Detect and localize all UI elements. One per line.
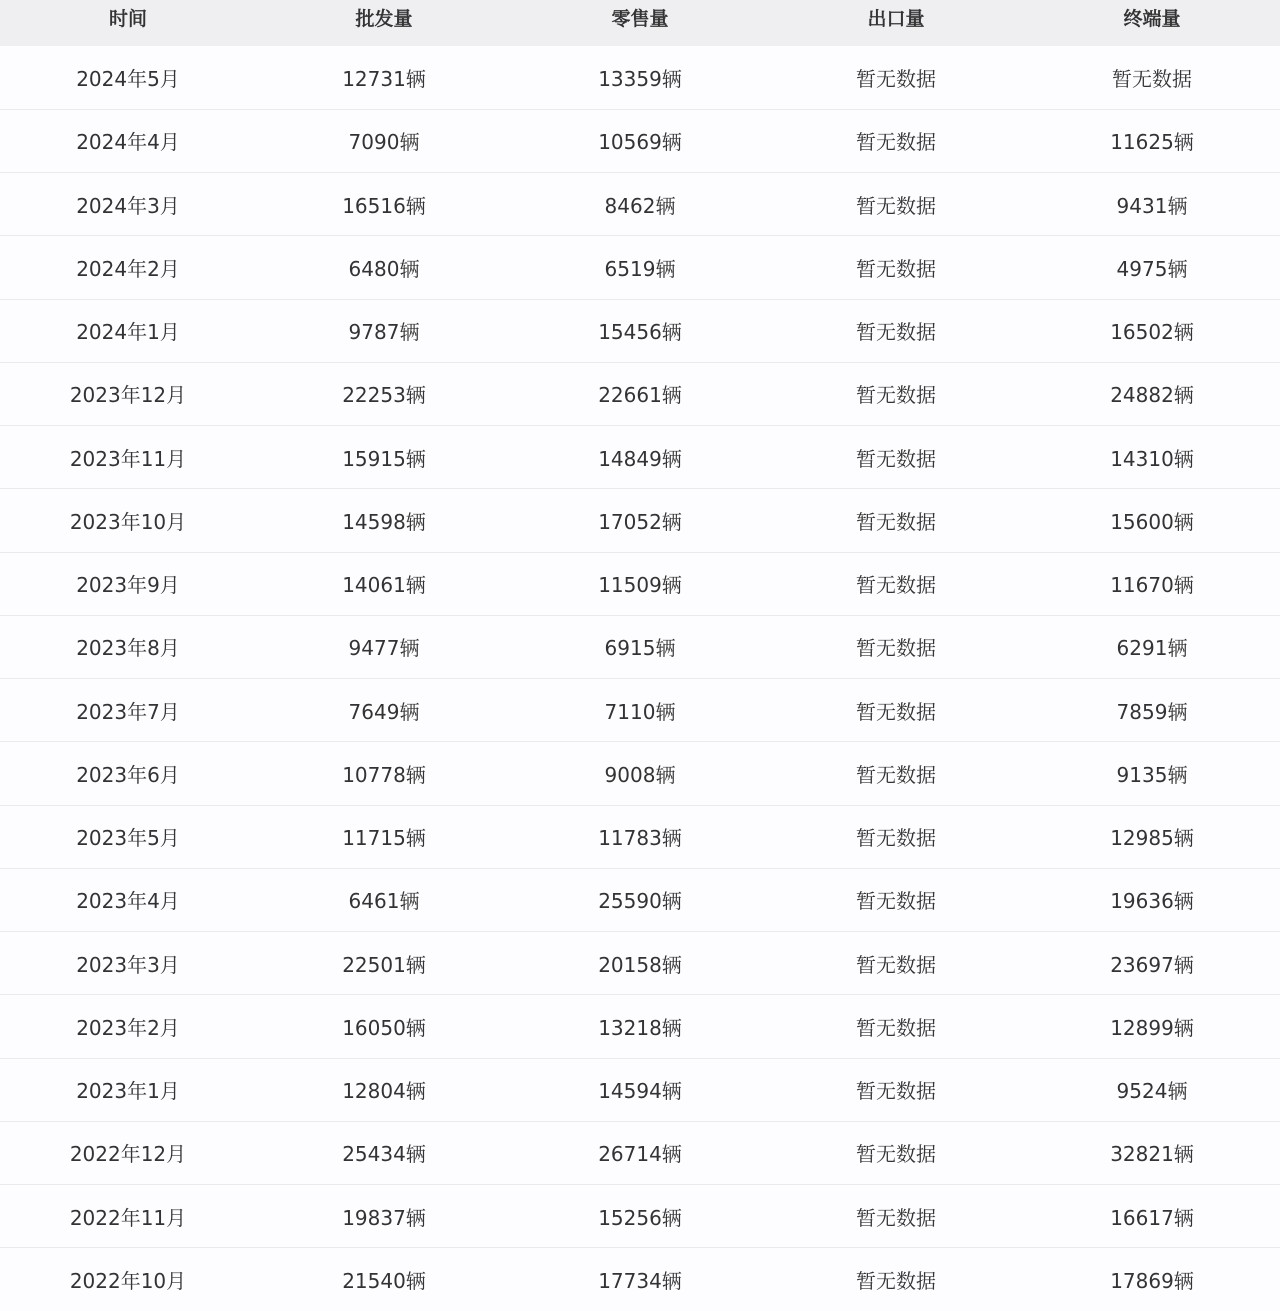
cell-wholesale: 9787辆 <box>256 299 512 362</box>
cell-terminal: 4975辆 <box>1024 236 1280 299</box>
cell-retail: 9008辆 <box>512 742 768 805</box>
cell-time: 2023年7月 <box>0 679 256 742</box>
cell-terminal: 9135辆 <box>1024 742 1280 805</box>
cell-time: 2023年11月 <box>0 426 256 489</box>
cell-time: 2023年6月 <box>0 742 256 805</box>
cell-wholesale: 16516辆 <box>256 173 512 236</box>
cell-time: 2024年2月 <box>0 236 256 299</box>
table-row <box>0 1121 1280 1184</box>
cell-terminal: 暂无数据 <box>1024 46 1280 109</box>
cell-time: 2024年4月 <box>0 109 256 172</box>
cell-wholesale: 14598辆 <box>256 489 512 552</box>
cell-wholesale: 10778辆 <box>256 742 512 805</box>
cell-terminal: 14310辆 <box>1024 426 1280 489</box>
cell-terminal: 6291辆 <box>1024 615 1280 678</box>
table-row <box>0 299 1280 362</box>
cell-retail: 8462辆 <box>512 173 768 236</box>
cell-terminal: 11670辆 <box>1024 552 1280 615</box>
cell-wholesale: 12731辆 <box>256 46 512 109</box>
column-header-export: 出口量 <box>768 0 1024 46</box>
cell-time: 2024年1月 <box>0 299 256 362</box>
table-row <box>0 805 1280 868</box>
cell-retail: 17734辆 <box>512 1248 768 1311</box>
cell-export: 暂无数据 <box>768 1185 1024 1248</box>
cell-export: 暂无数据 <box>768 805 1024 868</box>
cell-time: 2024年3月 <box>0 173 256 236</box>
cell-terminal: 11625辆 <box>1024 109 1280 172</box>
cell-wholesale: 21540辆 <box>256 1248 512 1311</box>
column-header-terminal: 终端量 <box>1024 0 1280 46</box>
cell-wholesale: 22253辆 <box>256 362 512 425</box>
cell-wholesale: 22501辆 <box>256 932 512 995</box>
column-header-retail: 零售量 <box>512 0 768 46</box>
cell-terminal: 12899辆 <box>1024 995 1280 1058</box>
cell-export: 暂无数据 <box>768 742 1024 805</box>
table-row <box>0 868 1280 931</box>
table-row <box>0 742 1280 805</box>
cell-export: 暂无数据 <box>768 679 1024 742</box>
cell-terminal: 16617辆 <box>1024 1185 1280 1248</box>
table-row <box>0 995 1280 1058</box>
cell-time: 2023年8月 <box>0 615 256 678</box>
cell-terminal: 9524辆 <box>1024 1058 1280 1121</box>
cell-export: 暂无数据 <box>768 1121 1024 1184</box>
table-row <box>0 46 1280 109</box>
cell-time: 2022年11月 <box>0 1185 256 1248</box>
cell-wholesale: 14061辆 <box>256 552 512 615</box>
cell-time: 2023年10月 <box>0 489 256 552</box>
cell-terminal: 16502辆 <box>1024 299 1280 362</box>
cell-export: 暂无数据 <box>768 489 1024 552</box>
table-row <box>0 173 1280 236</box>
cell-retail: 17052辆 <box>512 489 768 552</box>
cell-time: 2023年4月 <box>0 868 256 931</box>
cell-time: 2023年12月 <box>0 362 256 425</box>
table-row <box>0 489 1280 552</box>
cell-retail: 15456辆 <box>512 299 768 362</box>
cell-wholesale: 16050辆 <box>256 995 512 1058</box>
table-row <box>0 1058 1280 1121</box>
cell-terminal: 32821辆 <box>1024 1121 1280 1184</box>
cell-terminal: 9431辆 <box>1024 173 1280 236</box>
cell-wholesale: 12804辆 <box>256 1058 512 1121</box>
cell-wholesale: 9477辆 <box>256 615 512 678</box>
cell-terminal: 7859辆 <box>1024 679 1280 742</box>
cell-terminal: 17869辆 <box>1024 1248 1280 1311</box>
table-row <box>0 1185 1280 1248</box>
cell-time: 2022年12月 <box>0 1121 256 1184</box>
cell-wholesale: 7090辆 <box>256 109 512 172</box>
cell-wholesale: 6480辆 <box>256 236 512 299</box>
cell-retail: 15256辆 <box>512 1185 768 1248</box>
cell-time: 2024年5月 <box>0 46 256 109</box>
column-header-time: 时间 <box>0 0 256 46</box>
table-row <box>0 362 1280 425</box>
cell-terminal: 12985辆 <box>1024 805 1280 868</box>
table-row <box>0 615 1280 678</box>
cell-retail: 20158辆 <box>512 932 768 995</box>
table-row <box>0 109 1280 172</box>
cell-terminal: 15600辆 <box>1024 489 1280 552</box>
cell-retail: 6915辆 <box>512 615 768 678</box>
cell-time: 2023年2月 <box>0 995 256 1058</box>
cell-export: 暂无数据 <box>768 552 1024 615</box>
cell-export: 暂无数据 <box>768 995 1024 1058</box>
cell-export: 暂无数据 <box>768 1058 1024 1121</box>
cell-wholesale: 7649辆 <box>256 679 512 742</box>
cell-retail: 11509辆 <box>512 552 768 615</box>
cell-export: 暂无数据 <box>768 109 1024 172</box>
cell-retail: 7110辆 <box>512 679 768 742</box>
cell-retail: 10569辆 <box>512 109 768 172</box>
cell-retail: 25590辆 <box>512 868 768 931</box>
cell-export: 暂无数据 <box>768 426 1024 489</box>
cell-time: 2022年10月 <box>0 1248 256 1311</box>
cell-time: 2023年9月 <box>0 552 256 615</box>
cell-wholesale: 15915辆 <box>256 426 512 489</box>
table-row <box>0 426 1280 489</box>
cell-export: 暂无数据 <box>768 173 1024 236</box>
cell-retail: 13359辆 <box>512 46 768 109</box>
cell-export: 暂无数据 <box>768 868 1024 931</box>
cell-retail: 6519辆 <box>512 236 768 299</box>
cell-retail: 11783辆 <box>512 805 768 868</box>
cell-export: 暂无数据 <box>768 46 1024 109</box>
cell-wholesale: 6461辆 <box>256 868 512 931</box>
cell-export: 暂无数据 <box>768 362 1024 425</box>
table-header <box>0 0 1280 46</box>
cell-export: 暂无数据 <box>768 1248 1024 1311</box>
cell-time: 2023年5月 <box>0 805 256 868</box>
cell-retail: 14849辆 <box>512 426 768 489</box>
cell-wholesale: 19837辆 <box>256 1185 512 1248</box>
cell-wholesale: 11715辆 <box>256 805 512 868</box>
cell-retail: 14594辆 <box>512 1058 768 1121</box>
cell-retail: 13218辆 <box>512 995 768 1058</box>
cell-terminal: 24882辆 <box>1024 362 1280 425</box>
cell-export: 暂无数据 <box>768 615 1024 678</box>
cell-terminal: 19636辆 <box>1024 868 1280 931</box>
cell-terminal: 23697辆 <box>1024 932 1280 995</box>
cell-time: 2023年1月 <box>0 1058 256 1121</box>
cell-time: 2023年3月 <box>0 932 256 995</box>
table-row <box>0 679 1280 742</box>
column-header-wholesale: 批发量 <box>256 0 512 46</box>
cell-export: 暂无数据 <box>768 236 1024 299</box>
table-row <box>0 932 1280 995</box>
table-row <box>0 552 1280 615</box>
table-body <box>0 46 1280 1311</box>
cell-export: 暂无数据 <box>768 299 1024 362</box>
cell-retail: 22661辆 <box>512 362 768 425</box>
cell-wholesale: 25434辆 <box>256 1121 512 1184</box>
cell-export: 暂无数据 <box>768 932 1024 995</box>
header-row <box>0 0 1280 46</box>
table-row <box>0 236 1280 299</box>
cell-retail: 26714辆 <box>512 1121 768 1184</box>
